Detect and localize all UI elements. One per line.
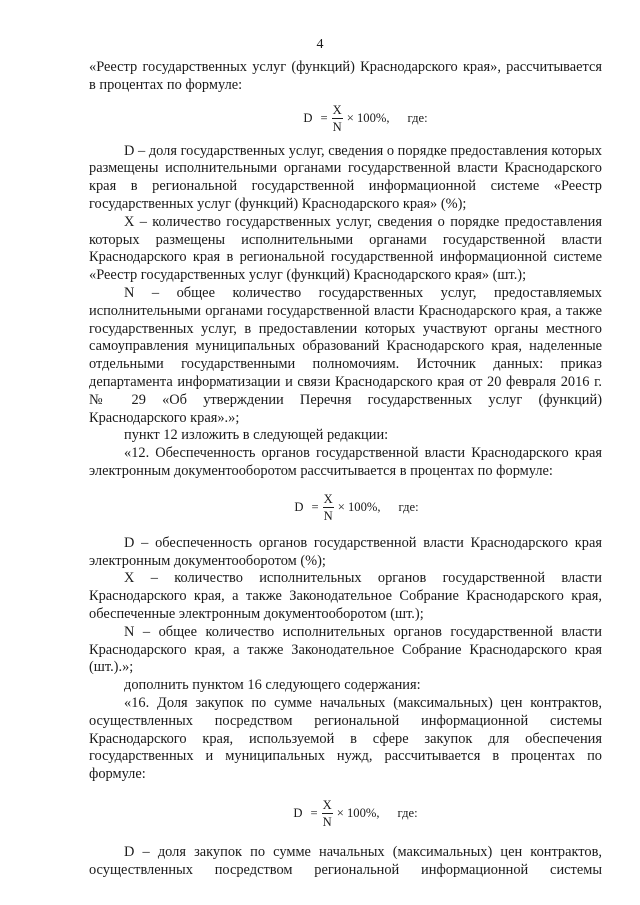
definition-n-2: N – общее количество исполнительных органов государственной власти Краснодарского края, а также Законодательное Собрание Краснодарского края (шт.).»; [89,623,602,676]
formula-3 [89,784,602,844]
item-16-intro: дополнить пунктом 16 следующего содержания: [124,677,421,694]
formula-multiplier: × 100%, [346,110,390,125]
definition-d-1: D – доля государственных услуг, сведения о порядке предоставления которых размещены исполнительными органами государственной власти Краснодарского края в региональной государственной информационной системе «Реестр государственных услуг (функций) Краснодарского края» (%); [89,142,602,212]
item-12-text: «12. Обеспеченность органов государственной власти Краснодарского края электронным документооборотом рассчитывается в процентах по формуле: [89,445,602,479]
formula-fraction [332,103,343,134]
formula-denominator: N [322,815,332,830]
definition-d-2: D – обеспеченность органов государственной власти Краснодарского края электронным документооборотом (%); [89,534,602,569]
formula-fraction [323,492,334,523]
formula-fraction [322,798,333,829]
formula-lhs: D [293,805,303,820]
formula-numerator: X [332,103,342,118]
definition-d-3: D – доля закупок по сумме начальных (максимальных) цен контрактов, осуществленных посредством региональной информационной системы [89,843,602,878]
formula-equals: = [311,499,319,514]
formula-where: где: [407,110,428,125]
formula-lhs: D [303,110,313,125]
formula-numerator: X [322,798,332,813]
formula-where: где: [398,499,419,514]
formula-multiplier: × 100%, [336,805,380,820]
formula-denominator: N [332,120,342,135]
formula-multiplier: × 100%, [337,499,381,514]
document-body [89,59,602,879]
page-number: 4 [316,37,324,52]
formula-numerator: X [323,492,333,507]
formula-1 [89,95,602,143]
formula-equals: = [320,110,328,125]
formula-where: где: [397,805,418,820]
definition-x-2: X – количество исполнительных органов государственной власти Краснодарского края, а также Законодательное Собрание Краснодарского края, обеспеченные электронным документооборотом (шт.); [89,570,602,622]
formula-lhs: D [294,499,304,514]
paragraph-intro: «Реестр государственных услуг (функций) Краснодарского края», рассчитывается в процентах по формуле: [89,59,602,93]
item-12-intro: пункт 12 изложить в следующей редакции: [124,427,389,444]
formula-denominator: N [323,509,333,524]
definition-x-1: X – количество государственных услуг, сведения о порядке предоставления которых размещены исполнительными органами государственной власти Краснодарского края в региональной государственной информационной системе «Реестр государственных услуг (функций) Краснодарского края» (шт.); [89,213,602,284]
formula-2 [89,481,602,535]
formula-equals: = [310,805,318,820]
definition-n-1: N – общее количество государственных услуг, предоставляемых исполнительными органами государственной власти Краснодарского края, а также государственных услуг, в предоставлении которых участвуют органы местного самоуправления муниципальных образований Краснодарского края, наделенные отдельными государственными полномочиям. Источник данных: приказ департамента информатизации и связи Краснодарского края от 20 февраля 2016 г. № 29 «Об утверждении Перечня государственных услуг (функций) Краснодарского края».»; [89,284,602,426]
item-16-text: «16. Доля закупок по сумме начальных (максимальных) цен контрактов, осуществленных посредством региональной информационной системы Краснодарского края, используемой в сфере закупок для обеспечения государственных и муниципальных нужд, рассчитывается в процентах по формуле: [89,694,602,783]
